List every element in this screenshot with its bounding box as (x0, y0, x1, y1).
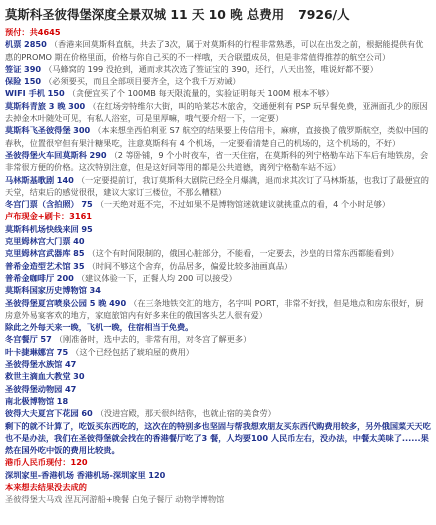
item-amount: 300 (68, 100, 86, 111)
item-label: 深圳家里-香港机场 香港机场-深圳家里 (5, 469, 146, 480)
item-amount: 390 (24, 63, 42, 74)
item-label: 冬宫餐厅 (5, 334, 38, 345)
list-item (5, 149, 431, 174)
item-amount: 140 (56, 174, 74, 185)
item-label: WIFI 手机 (5, 88, 45, 99)
list-item (5, 456, 431, 468)
list-item (5, 124, 431, 149)
list-item (5, 174, 431, 199)
expense-list (5, 26, 431, 506)
item-note: （这个有时间限制的，俄国心脏部分，不能看，一定要去，沙皇的日常东西都能看到） (87, 248, 399, 259)
list-item (5, 235, 431, 247)
item-label: 圣彼得堡火车回莫斯科 (5, 149, 87, 160)
item-label: 彼得大夫夏宫下花园 (5, 408, 79, 419)
list-item (5, 272, 431, 284)
item-label: 莫斯科青旅 3 晚 (5, 100, 66, 111)
item-label: 救世主滴血大教堂 (5, 371, 71, 382)
item-amount: 290 (89, 149, 107, 160)
item-label: 克里姆林宫大门票 (5, 236, 71, 247)
list-item (5, 383, 431, 395)
item-label: 卢布现金+刷卡：3161 (5, 211, 92, 222)
list-item (5, 75, 431, 87)
list-item (5, 284, 431, 296)
item-amount: 75 (81, 199, 93, 210)
title-total: 7926/人 (298, 7, 350, 22)
item-label: 除此之外每天来一晚，飞机一晚，住宿相当于免费。 (5, 322, 194, 333)
item-note: （建议体验一下，正餐人均 200 可以接受） (76, 272, 237, 283)
list-item (5, 210, 431, 222)
item-label: 莫斯科国家历史博物馆 (5, 285, 87, 296)
item-label: 圣彼得堡动物园 (5, 383, 63, 394)
item-amount: 47 (64, 383, 77, 394)
page-title (5, 6, 431, 24)
list-item (5, 223, 431, 235)
item-label: 本来想去结果没去成的 (5, 481, 87, 492)
list-item (5, 63, 431, 75)
list-item (5, 358, 431, 370)
list-item (5, 469, 431, 481)
item-label: 叶卡捷琳娜宫 (5, 346, 55, 357)
item-amount: 35 (73, 260, 85, 271)
list-item (5, 395, 431, 407)
item-amount: 200 (56, 272, 74, 283)
item-note: （马蜂窝的 199 没抢到，通而求其次选了签证宝的 390，还行，八天出签，唯说好都不要） (44, 63, 378, 74)
item-amount: 150 (24, 76, 42, 87)
item-amount: 85 (73, 248, 85, 259)
list-item (5, 100, 431, 125)
list-item (5, 297, 431, 322)
list-item (5, 481, 431, 493)
title-text: 莫斯科圣彼得堡深度全景双城 11 天 10 晚 总费用 (5, 7, 285, 22)
list-item (5, 407, 431, 419)
item-amount: 95 (81, 223, 93, 234)
item-label: 预付：共4645 (5, 27, 61, 37)
list-item (5, 346, 431, 358)
item-amount: 75 (56, 346, 69, 357)
item-amount: 2850 (24, 39, 47, 50)
item-note: （一定要提前订，我订莫斯科大剧院已经全月爆满，退而求其次订了马林斯基，也我订了最便宜的天堂，结束后的感觉很很，建议大家订三楼位，不那么糟糕） (5, 174, 429, 197)
list-item (5, 260, 431, 272)
item-label: 签证 (5, 63, 22, 74)
item-label: 圣彼得堡大马戏 涅瓦河游船+晚餐 白兔子餐厅 动物学博物馆 (5, 494, 225, 505)
item-note: （2 等卧铺，9 个小时夜车，省一天住宿，在莫斯科的列宁格勒车站下车后有地铁房，会非常很方便的价格。这次特别注意，但是这好同等用的都是公共道德，离列宁格勒车站不远） (5, 149, 429, 173)
item-label: 剩下的就不计算了，吃饭买东西吃的，这次在的特别多也坚固与帮我想欢朋友买东西代购费用较多，另外俄国菜天天吃也不是办法，我们在圣彼得堡就会找在的香港餐厅吃了3 餐，人均要100 人民币左右，没办法，中餐太美味了......果然在国外吃中饭的费用比较贵。 (5, 420, 431, 456)
item-amount: 30 (73, 371, 85, 382)
item-label: 普希金咖啡厅 (5, 272, 55, 283)
item-amount: 18 (56, 395, 69, 406)
item-label: 机票 (5, 39, 22, 50)
item-label: 保险 (5, 76, 22, 87)
item-label: 南北极博物馆 (5, 395, 55, 406)
list-item (5, 87, 431, 99)
item-label: 莫斯科飞圣彼得堡 (5, 125, 71, 136)
list-item (5, 26, 431, 38)
item-label: 冬宫门票（含拍照） (5, 199, 79, 210)
item-label: 莫斯科机场快线来回 (5, 223, 79, 234)
item-note: （时间不够这个舍弃，仿品居多，偏爱比较多油画真品） (87, 260, 293, 271)
item-label: 普希金造型艺术馆 (5, 260, 71, 271)
list-item (5, 247, 431, 259)
item-note: （香港来回莫斯科直航，共去了3次，属于对莫斯科的行程非常熟悉，可以在出发之前，根据能提供有优惠的PROMO 期在价格里面，价格与你自己买的不一样哦，天合联盟成员，但是非常值得推荐的航空公司） (5, 39, 424, 62)
item-label: 克里姆林宫武器库 (5, 248, 71, 259)
list-item (5, 198, 431, 210)
item-label: 港币人民币现付：120 (5, 457, 88, 468)
item-amount: 60 (81, 408, 93, 419)
list-item (5, 493, 431, 505)
item-note: （本来想坐西伯利亚 S7 航空的结果要上传信用卡，麻痹，直接换了俄罗斯航空，类似中国的春秋，位置很窄但有果汁糖果吃，注意莫斯科有 4 个机场，一定要看清楚自己的机场的，这个机场的，不好） (5, 125, 429, 148)
item-amount: 120 (148, 469, 166, 480)
list-item (5, 38, 431, 63)
list-item (5, 420, 431, 457)
item-amount: 47 (64, 359, 77, 370)
item-amount: 300 (73, 125, 91, 136)
item-amount: 34 (89, 285, 101, 296)
item-note: （一天绝对逛不完，不过如果不是博物馆迷就建议就挑重点的看，4 个小时足够） (95, 199, 391, 210)
item-note: （在红场旁特维尔大街，叫的哈莱芯木旅舍，交通便利有 PSP 玩早餐免费，亚洲面孔少的原因去掉金木叶随处可见，有私人浴室，可是里厚嘛，哦气要介绍一下，一定要） (5, 100, 428, 124)
item-amount: 57 (40, 334, 52, 345)
item-amount: 40 (73, 236, 85, 247)
list-item (5, 321, 431, 333)
item-amount: 150 (47, 88, 65, 99)
list-item (5, 370, 431, 382)
list-item (5, 333, 431, 345)
item-label: 圣彼得堡夏宫喷泉公园 5 晚 (5, 297, 107, 308)
item-label: 马林斯基歌剧 (5, 174, 55, 185)
item-note: （必须要买，而且全部项目要齐全，这个我千万劝诫） (44, 76, 241, 87)
item-note: （贪便宜买了个 100MB 每天限流量的，实验证明每天 100M 根本不够） (67, 88, 334, 99)
item-note: （这个已经包括了琥珀屋的费用） (71, 346, 194, 357)
item-label: 圣彼得堡水族馆 (5, 359, 63, 370)
item-note: （没进宫殿，那天很纠结你，也就止宿的美食劳） (95, 408, 276, 419)
item-note: （在三条地铁交汇的地方，名字叫 PORT，非常不好找，但是地点和房东很好，厨房意外易宴客欢的地方，家庭旅馆内有好多来住的俄国客头艺人很有爱） (5, 297, 424, 320)
item-amount: 490 (109, 297, 127, 308)
item-note: （刚准备时，选中去的，非常有用，对冬宫了解更多） (54, 334, 252, 345)
